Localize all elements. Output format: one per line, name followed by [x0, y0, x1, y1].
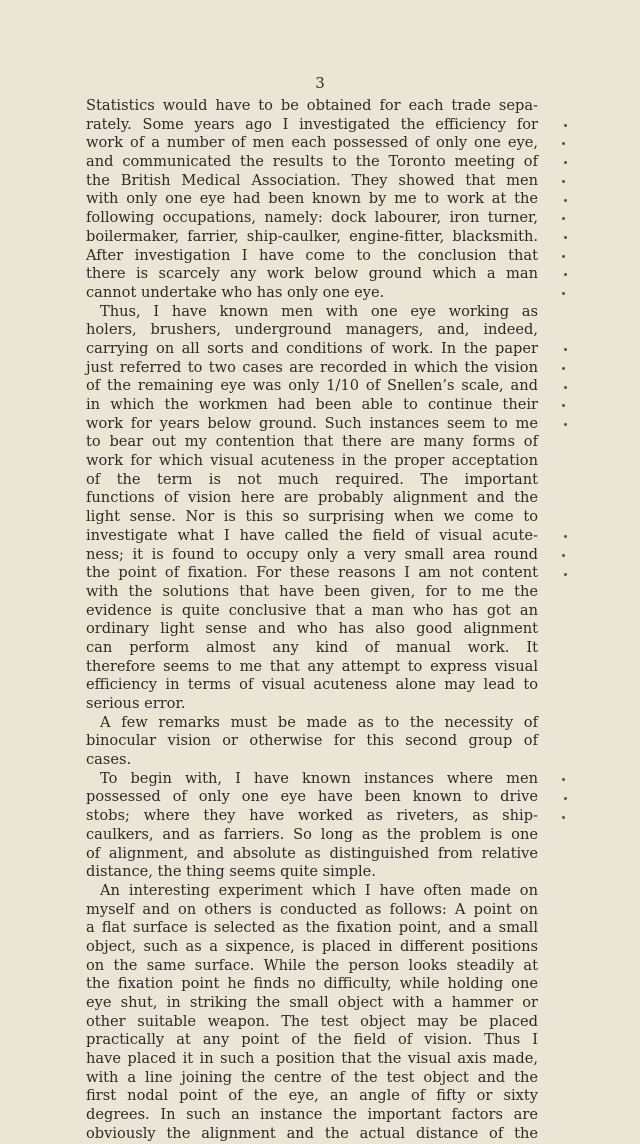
text-line: in which the workmen had been able to continue their [86, 396, 538, 413]
text-line: functions of vision here are probably alignment and the [86, 489, 538, 507]
text-line: can perform almost any kind of manual work. It [86, 638, 538, 656]
text-line: ness; it is found to occupy only a very small area round [86, 545, 538, 563]
text-line: work for which visual acuteness in the proper acceptation [86, 452, 538, 470]
margin-speck [564, 236, 567, 239]
text-line: Statistics would have to be obtained for each trade sepa- [86, 97, 538, 114]
text-line: rately. Some years ago I investigated the efficiency for [86, 115, 538, 133]
text-line: binocular vision or otherwise for this second group of [86, 732, 538, 750]
text-line: Thus, I have known men with one eye working as [100, 302, 538, 320]
margin-speck [564, 573, 567, 576]
text-line: A few remarks must be made as to the necessity of [100, 713, 538, 731]
text-line: of alignment, and absolute as distinguished from relative [86, 844, 538, 862]
text-line: boilermaker, farrier, ship-caulker, engine-fitter, blacksmith. [86, 227, 538, 245]
text-line: just referred to two cases are recorded in which the vision [86, 358, 538, 376]
margin-speck [564, 386, 567, 389]
text-line: there is scarcely any work below ground which a man [86, 265, 538, 283]
margin-speck [562, 217, 565, 220]
margin-speck [562, 778, 565, 781]
text-line: light sense. Nor is this so surprising when we come to [86, 508, 538, 526]
margin-speck [564, 797, 567, 800]
margin-speck [564, 199, 567, 202]
margin-speck [562, 404, 565, 407]
text-line: myself and on others is conducted as follows: A point on [86, 900, 538, 918]
text-line: distance, the thing seems quite simple. [86, 863, 376, 881]
text-line: ordinary light sense and who has also good alignment [86, 620, 538, 638]
margin-speck [564, 161, 567, 164]
text-line: with only one eye had been known by me to work at the [86, 190, 538, 208]
text-line: and communicated the results to the Toronto meeting of [86, 153, 538, 171]
page-number: 3 [315, 74, 325, 92]
text-line: on the same surface. While the person looks steadily at [86, 956, 538, 974]
margin-speck [564, 423, 567, 426]
text-line: other suitable weapon. The test object may be placed [86, 1012, 538, 1030]
text-line: the point of fixation. For these reasons I am not content [86, 564, 538, 582]
text-line: practically at any point of the field of vision. Thus I [86, 1031, 538, 1049]
text-line: To begin with, I have known instances where men [100, 769, 538, 787]
text-line: the fixation point he finds no difficulty, while holding one [86, 975, 538, 993]
text-line: the British Medical Association. They showed that men [86, 171, 538, 189]
margin-speck [564, 535, 567, 538]
text-line: cases. [86, 751, 132, 769]
text-line: with a line joining the centre of the test object and the [86, 1068, 538, 1086]
text-line: An interesting experiment which I have often made on [100, 881, 538, 899]
margin-speck [562, 142, 565, 145]
text-line: object, such as a sixpence, is placed in different positions [86, 937, 538, 955]
text-line: to bear out my contention that there are many forms of [86, 433, 538, 451]
text-line: evidence is quite conclusive that a man who has got an [86, 601, 538, 619]
margin-speck [564, 348, 567, 351]
text-line: eye shut, in striking the small object with a hammer or [86, 994, 538, 1011]
text-line: caulkers, and as farriers. So long as the problem is one [86, 825, 538, 843]
text-line: of the term is not much required. The important [86, 470, 538, 488]
text-line: holers, brushers, underground managers, and, indeed, [86, 321, 538, 339]
text-line: efficiency in terms of visual acuteness alone may lead to [86, 676, 538, 694]
margin-speck [562, 292, 565, 295]
text-line: work of a number of men each possessed of only one eye, [86, 134, 538, 152]
text-line: serious error. [86, 695, 186, 712]
margin-speck [564, 273, 567, 276]
margin-speck [562, 180, 565, 183]
text-line: degrees. In such an instance the important factors are [86, 1106, 538, 1124]
text-line: first nodal point of the eye, an angle of fifty or sixty [86, 1087, 538, 1105]
text-line: a flat surface is selected as the fixation point, and a small [86, 919, 538, 937]
text-line: After investigation I have come to the conclusion that [86, 246, 538, 264]
margin-speck [562, 367, 565, 370]
text-line: with the solutions that have been given, for to me the [86, 582, 538, 600]
margin-speck [562, 554, 565, 557]
text-line: have placed it in such a position that the visual axis made, [86, 1050, 538, 1068]
text-line: following occupations, namely: dock labourer, iron turner, [86, 209, 538, 227]
text-line: carrying on all sorts and conditions of work. In the paper [86, 339, 538, 357]
text-line: investigate what I have called the field of visual acute- [86, 526, 538, 544]
body-text [86, 97, 538, 1144]
text-line: obviously the alignment and the actual distance of the [86, 1124, 538, 1142]
text-line: cannot undertake who has only one eye. [86, 283, 385, 301]
margin-speck [562, 816, 565, 819]
margin-speck [564, 124, 567, 127]
margin-marks [540, 97, 570, 1097]
text-line: work for years below ground. Such instances seem to me [86, 414, 538, 432]
margin-speck [562, 255, 565, 258]
text-line: therefore seems to me that any attempt to express visual [86, 657, 538, 675]
text-line: of the remaining eye was only 1/10 of Snellen’s scale, and [86, 377, 538, 395]
text-line: stobs; where they have worked as riveters, as ship- [86, 807, 538, 825]
text-line: possessed of only one eye have been known to drive [86, 788, 538, 806]
